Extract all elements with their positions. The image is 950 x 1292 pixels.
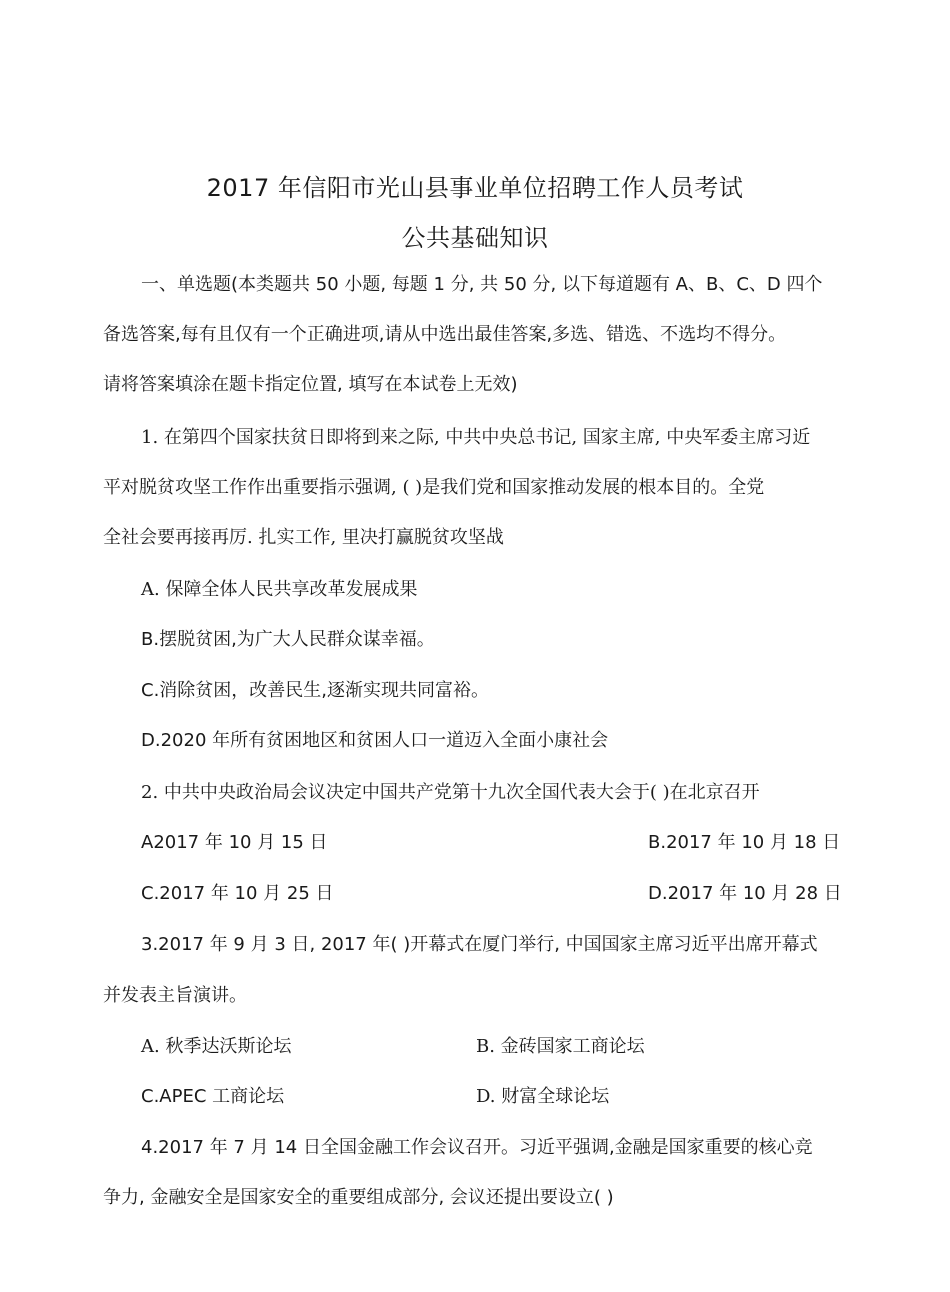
- answer-option: A. 秋季达沃斯论坛: [141, 1036, 292, 1057]
- question-stem-line: 并发表主旨演讲。: [103, 985, 247, 1006]
- question-stem-line: 全社会要再接再厉. 扎实工作, 里决打赢脱贫攻坚战: [103, 527, 504, 548]
- answer-option: C.2017 年 10 月 25 日: [141, 883, 334, 904]
- answer-option: B.摆脱贫困,为广大人民群众谋幸福。: [141, 629, 435, 650]
- answer-option: D.2017 年 10 月 28 日: [648, 883, 842, 904]
- question-stem-line: 3.2017 年 9 月 3 日, 2017 年( )开幕式在厦门举行, 中国国家主席习近平出席开幕式: [141, 934, 818, 955]
- answer-option: B. 金砖国家工商论坛: [476, 1036, 645, 1057]
- answer-option: A. 保障全体人民共享改革发展成果: [141, 579, 418, 600]
- answer-option: B.2017 年 10 月 18 日: [648, 832, 841, 853]
- question-stem-line: 2. 中共中央政治局会议决定中国共产党第十九次全国代表大会于( )在北京召开: [141, 782, 760, 803]
- section-instruction-line: 一、单选题(本类题共 50 小题, 每题 1 分, 共 50 分, 以下每道题有 A、B、C、D 四个: [141, 274, 823, 295]
- question-stem-line: 4.2017 年 7 月 14 日全国金融工作会议召开。习近平强调,金融是国家重要的核心竞: [141, 1137, 813, 1158]
- answer-option: D.2020 年所有贫困地区和贫困人口一道迈入全面小康社会: [141, 730, 609, 751]
- answer-option: A2017 年 10 月 15 日: [141, 832, 328, 853]
- page-subtitle: 公共基础知识: [401, 224, 549, 252]
- section-instruction-line: 请将答案填涂在题卡指定位置, 填写在本试卷上无效): [103, 374, 518, 395]
- answer-option: C.APEC 工商论坛: [141, 1086, 285, 1107]
- question-stem-line: 平对脱贫攻坚工作作出重要指示强调, ( )是我们党和国家推动发展的根本目的。全党: [103, 477, 765, 498]
- page-title: 2017 年信阳市光山县事业单位招聘工作人员考试: [206, 174, 744, 202]
- answer-option: D. 财富全球论坛: [476, 1086, 610, 1107]
- question-stem-line: 争力, 金融安全是国家安全的重要组成部分, 会议还提出要设立( ): [103, 1187, 614, 1208]
- answer-option: C.消除贫困，改善民生,逐渐实现共同富裕。: [141, 680, 490, 701]
- section-instruction-line: 备选答案,每有且仅有一个正确进项,请从中选出最佳答案,多选、错选、不选均不得分。: [103, 324, 787, 345]
- question-stem-line: 1. 在第四个国家扶贫日即将到来之际, 中共中央总书记, 国家主席, 中央军委主席习近: [141, 427, 811, 448]
